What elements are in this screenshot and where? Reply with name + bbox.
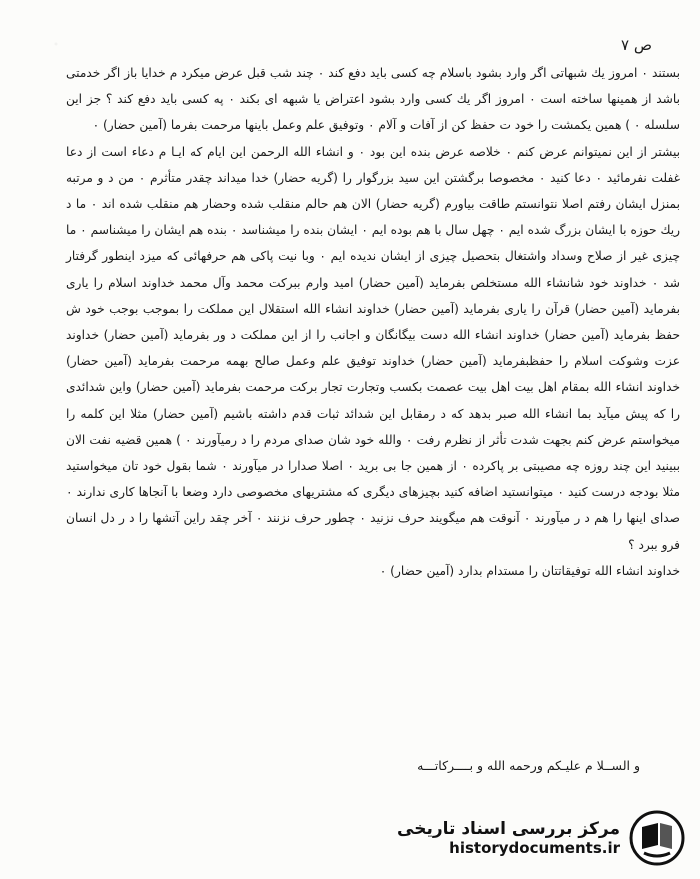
- watermark-text: [397, 819, 620, 857]
- document-body: [66, 60, 680, 584]
- watermark-title: مرکز بررسی اسناد تاریخی: [397, 819, 620, 839]
- paragraph-3: خداوند انشاء الله توفیقاتتان را مستدام بدارد (آمین حضار) ۰: [379, 563, 680, 578]
- paragraph-1: بستند ۰ امروز یك شبهاتی اگر وارد بشود باسلام چه کسی باید دفع کند ۰ چند شب قبل عرض میکرد م خدایا باز اگر خدمتی باشد از همینها ساخته است ۰ امروز اگر یك کسی وارد بشود اعتراض یا شبهه ای بکند ۰ په کسی باید دفع کند ؟ جز این سلسله ۰ ) همین یکمشت را خود ت حفظ کن از آفات و آلام ۰ وتوفیق علم وعمل باینها مرحمت بفرما (آمین حضار) ۰: [66, 66, 680, 133]
- archive-logo-icon: [628, 809, 686, 867]
- watermark-url: historydocuments.ir: [449, 839, 620, 857]
- paragraph-2: بیشتر از این نمیتوانم عرض کنم ۰ خلاصه عرض بنده این بود ۰ و انشاء الله الرحمن این ایام که ایـا م دعاء است از دعا غفلت نفرمائید ۰ دعا کنید ۰ مخصوصا برگشتن این سید بزرگوار را (گریه حضار) خدا میداند چقدر متأثرم ۰ من د و مرتبه بمنزل ایشان رفتم اصلا نتوانستم طاقت بیاورم (گریه حضار) الان هم حالم منقلب شده وحضار هم منقلب شده اند ۰ ما د ریك حوزه با ایشان بزرگ شده ایم ۰ چهل سال با هم بوده ایم ۰ ایشان بنده را میشناسد ۰ بنده هم ایشان را میشناسم ۰ ما چیزی غیر از صلاح وسداد واشتغال بتحصیل چیزی از ایشان ندیده ایم ۰ وبا نیت پاکی هم حرفهائی که میزد اینطور گرفتار شد ۰ خداوند خود شانشاء الله مستخلص بفرماید (آمین حضار) امید وارم ببرکت محمد وآل محمد خداوند اسلام را یاری بفرماید (آمین حضار) قرآن را یاری بفرماید (آمین حضار) خداوند انشاء الله استقلال این مملکت را بموجب بوجب خود ش حفظ بفرماید (آمین حضار) خداوند انشاء الله دست بیگانگان و اجانب را از این مملکت د ور بفرماید (آمین حضار) خداوند عزت وشوکت اسلام را حفظبفرماید (آمین حضار) خداوند توفیق علم وعمل صالح بهمه مرحمت بفرماید (آمین حضار) خداوند انشاء الله بمقام اهل بیت اهل بیت عصمت بکسب وتجارت تجار برکت مرحمت بفرماید (آمین حضار) واین شدائدی را که پیش میآید بما انشاء الله صبر بدهد که د رمقابل این شدائد ثبات قدم داشته باشیم (آمین حضار) مثلا این کلمه را میخواستم عرض کنم بجهت شدت تأثر از نظرم رفت ۰ والله خود شان صدای مردم را د رمیآورند ۰ ) همین قضیه نفت الان ببینید این چند روزه چه مصیبتی بر پاکرده ۰ از همین جا بی برید ۰ اصلا صدارا در میآورند ۰ شما بقول خود تان میخواستید مثلا بودجه درست کنید ۰ میتوانستید اضافه کنید بچیزهای دیگری که مشتریهای مخصوصی دارد وضعا با آنجاها کاری ندارند ۰ صدای اینها را هم د ر میآورند ۰ آنوقت هم میگویند حرف نزنید ۰ چطور حرف نزنند ۰ آخر چقد راین آتشها را د ر دل انسان فرو ببرد ؟: [66, 144, 681, 552]
- closing-salutation: و الســلا م علیـکم ورحمه الله و بــــرکاتـــه: [417, 758, 640, 773]
- watermark: [386, 805, 686, 871]
- page-number: ص ۷: [621, 36, 652, 54]
